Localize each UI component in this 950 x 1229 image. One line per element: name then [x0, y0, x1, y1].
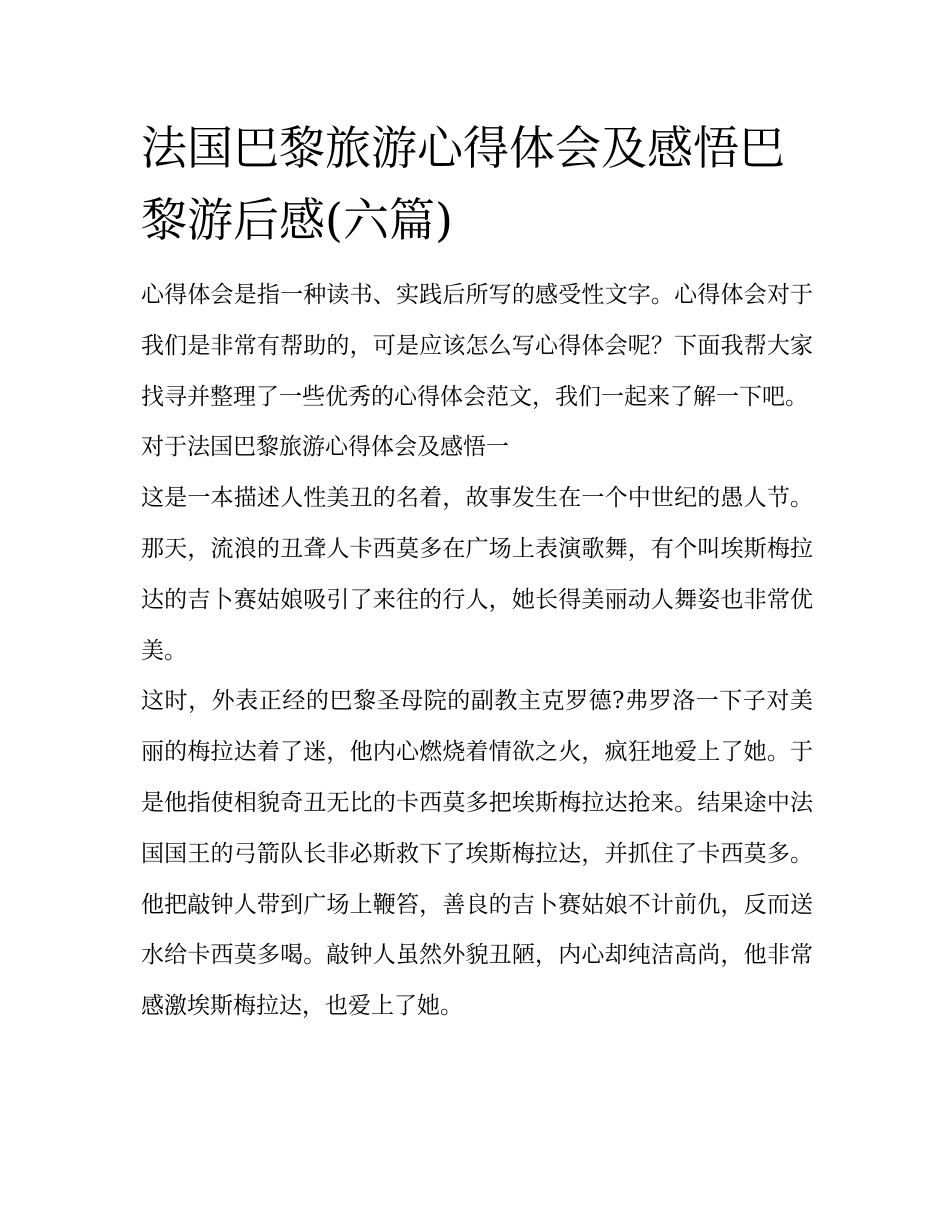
- document-body: [141, 112, 813, 1032]
- section-heading: 对于法国巴黎旅游心得体会及感悟一: [141, 434, 509, 461]
- body-paragraph: 这是一本描述人性美丑的名着，故事发生在一个中世纪的愚人节。那天，流浪的丑聋人卡西莫多在广场上表演歌舞，有个叫埃斯梅拉达的吉卜赛姑娘吸引了来往的行人，她长得美丽动人舞姿也非常优美。: [141, 485, 813, 664]
- body-paragraph: 这时，外表正经的巴黎圣母院的副教主克罗德?弗罗洛一下子对美丽的梅拉达着了迷，他内心燃烧着情欲之火，疯狂地爱上了她。于是他指使相貌奇丑无比的卡西莫多把埃斯梅拉达抢来。结果途中法国国王的弓箭队长非必斯救下了埃斯梅拉达，并抓住了卡西莫多。他把敲钟人带到广场上鞭笞，善良的吉卜赛姑娘不计前仇，反而送水给卡西莫多喝。敲钟人虽然外貌丑陋，内心却纯洁高尚，他非常感激埃斯梅拉达，也爱上了她。: [141, 688, 813, 1020]
- document-title: 法国巴黎旅游心得体会及感悟巴黎游后感(六篇): [141, 121, 785, 247]
- intro-paragraph: 心得体会是指一种读书、实践后所写的感受性文字。心得体会对于我们是非常有帮助的，可是应该怎么写心得体会呢？下面我帮大家找寻并整理了一些优秀的心得体会范文，我们一起来了解一下吧。: [141, 282, 813, 410]
